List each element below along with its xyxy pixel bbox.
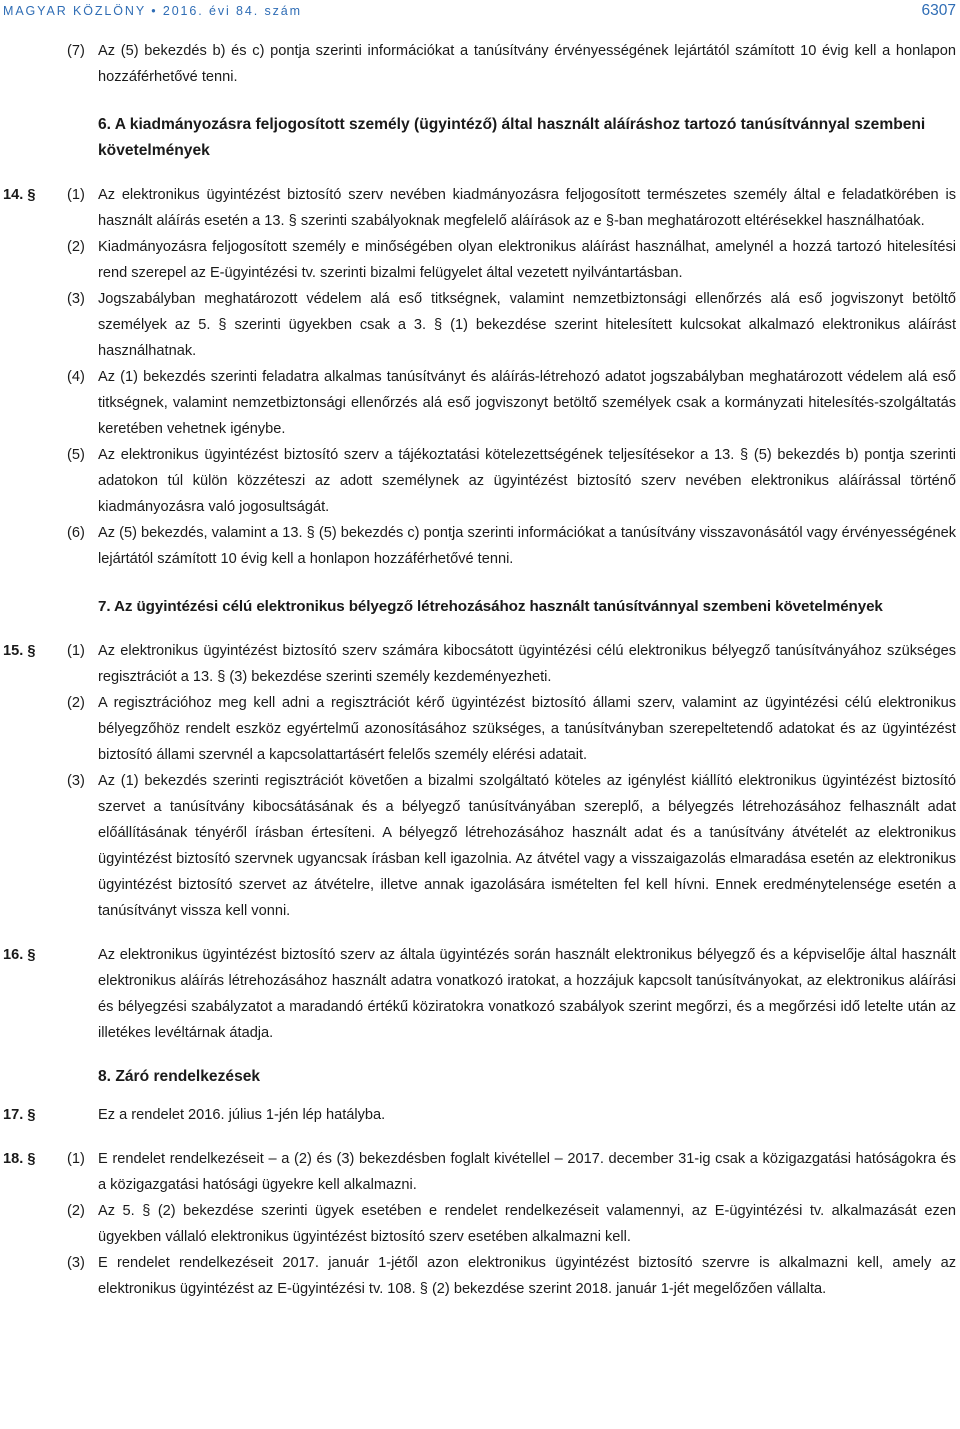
paragraph-text: E rendelet rendelkezéseit – a (2) és (3) bekezdésben foglalt kivétellel – 2017. december 31-ig csak a közigazgatási hatóságokra és a közigazgatási hatósági ügyekre kell alkalmazni.: [98, 1151, 956, 1193]
paragraph-number: (2): [67, 1203, 85, 1219]
paragraph-18-1: [0, 1146, 960, 1198]
paragraph-number: (1): [67, 1151, 85, 1167]
paragraph-text: Az (5) bekezdés, valamint a 13. § (5) bekezdés c) pontja szerinti információkat a tanúsítvány visszavonásától vagy érvényességének lejártától számított 10 évig kell a honlapon hozzáférhetővé tenni.: [98, 525, 956, 567]
paragraph-text: Az (5) bekezdés b) és c) pontja szerinti információkat a tanúsítvány érvényességének lejártától számított 10 évig kell a honlapon hozzáférhetővé tenni.: [98, 43, 956, 85]
paragraph-text: Az (1) bekezdés szerinti regisztrációt követően a bizalmi szolgáltató köteles az igénylést kiállító elektronikus ügyintézést biztosító szervet a tanúsítvány kibocsátásának és a bélyegző tanúsítványában szereplő, a bélyegzés létrehozásához felhasznált adat előállításának tényéről írásban értesíteni. A bélyegző létrehozásához használt adat és a tanúsítvány átvételét az elektronikus ügyintézést biztosító szervnek ugyancsak írásban kell igazolnia. Az átvétel vagy a visszaigazolás elmaradása esetén az elektronikus ügyintézést biztosító szervet az átvételre, illetve annak igazolására ismételten fel kell hívni. Ennek eredménytelensége esetén a tanúsítványt vissza kell vonni.: [98, 773, 956, 919]
section-number: 17. §: [3, 1107, 36, 1123]
paragraph-number: (1): [67, 643, 85, 659]
page-number: 6307: [921, 2, 956, 19]
section-number: 15. §: [3, 643, 36, 659]
paragraph-14-5: [0, 442, 960, 520]
paragraph-number: (7): [67, 43, 85, 59]
page-header: [0, 0, 960, 26]
paragraph-15-1: [0, 638, 960, 690]
section-text: Az elektronikus ügyintézést biztosító szerv az általa ügyintézés során használt elektronikus bélyegző és a képviselője által használt elektronikus aláírás létrehozásához használt adatra vonatkozó iratokat, a hozzájuk kapcsolt tanúsítványokat, az elektronikus aláírási és bélyegzési szabályzatot a maradandó értékű köziratokra vonatkozó szabályok szerint megőrzi, és a megőrzési idő letelte után az illetékes levéltárnak átadja.: [98, 947, 956, 1041]
section-18: [0, 1146, 960, 1302]
paragraph-text: Jogszabályban meghatározott védelem alá eső titkségnek, valamint nemzetbiztonsági ellenőrzés alá eső jogviszonyt betöltő személyek az 5. § szerinti ügyekben csak a 3. § (1) bekezdése szerint hitelesített kulcsokat alkalmazó elektronikus aláírást használhatnak.: [98, 291, 956, 359]
paragraph-14-4: [0, 364, 960, 442]
paragraph-number: (6): [67, 525, 85, 541]
chapter-heading-7: 7. Az ügyintézési célú elektronikus bélyegző létrehozásához használt tanúsítvánnyal szembeni követelmények: [98, 598, 883, 615]
paragraph-text: Az 5. § (2) bekezdése szerinti ügyek esetében e rendelet rendelkezéseit valamennyi, az E-ügyintézési tv. alkalmazását ezen ügyekben vállaló elektronikus ügyintézést biztosító szerv esetében alkalmazni kell.: [98, 1203, 956, 1245]
paragraph-18-2: [0, 1198, 960, 1250]
paragraph-number: (3): [67, 773, 85, 789]
paragraph-text: Az elektronikus ügyintézést biztosító szerv nevében kiadmányozásra feljogosított természetes személy által e feladatkörében is használt aláírás esetén a 13. § szerinti szabályoknak megfelelő aláírások az e §-ban meghatározott eltérésekkel használhatóak.: [98, 187, 956, 229]
section-15: [0, 638, 960, 924]
section-14: [0, 182, 960, 572]
paragraph-15-2: [0, 690, 960, 768]
paragraph-text: Az elektronikus ügyintézést biztosító szerv a tájékoztatási kötelezettségének teljesítésekor a 13. § (5) bekezdés b) pontja szerinti adatokon túl külön közzéteszi az adott személynek az ügyintézést biztosító szerv nevében elektronikus aláírással történő kiadmányozásra való jogosultságát.: [98, 447, 956, 515]
section-number: 14. §: [3, 187, 36, 203]
paragraph-number: (2): [67, 695, 85, 711]
paragraph-text: Kiadmányozásra feljogosított személy e minőségében olyan elektronikus aláírást használhat, amelynél a hozzá tartozó hitelesítési rend szerepel az E-ügyintézési tv. szerinti bizalmi felügyelet által vezetett nyilvántartásban.: [98, 239, 956, 281]
section-number: 16. §: [3, 947, 36, 963]
section-number: 18. §: [3, 1151, 36, 1167]
paragraph-text: Az elektronikus ügyintézést biztosító szerv számára kibocsátott ügyintézési célú elektronikus bélyegző tanúsítványához szükséges regisztrációt a 13. § (3) bekezdése szerinti személy kezdeményezheti.: [98, 643, 956, 685]
journal-title: MAGYAR KÖZLÖNY • 2016. évi 84. szám: [3, 4, 302, 18]
section-16: [0, 942, 960, 1046]
paragraph-15-3: [0, 768, 960, 924]
paragraph-14-2: [0, 234, 960, 286]
chapter-heading-6: 6. A kiadmányozásra feljogosított személy (ügyintéző) által használt aláíráshoz tartozó tanúsítvánnyal szembeni követelmények: [98, 116, 926, 159]
paragraph-18-3: [0, 1250, 960, 1302]
chapter-heading-8: 8. Záró rendelkezések: [98, 1068, 261, 1085]
section-17: [0, 1102, 960, 1128]
paragraph-text: Az (1) bekezdés szerinti feladatra alkalmas tanúsítványt és aláírás-létrehozó adatot jogszabályban meghatározott védelem alá eső titkségnek, valamint nemzetbiztonsági ellenőrzés alá eső jogviszonyt betöltő személyek csak a kormányzati hitelesítés-szolgáltatás keretében vehetnek igénybe.: [98, 369, 956, 437]
paragraph-number: (3): [67, 291, 85, 307]
paragraph-number: (1): [67, 187, 85, 203]
paragraph-text: E rendelet rendelkezéseit 2017. január 1-jétől azon elektronikus ügyintézést biztosító szervre is alkalmazni kell, amely az elektronikus ügyintézést az E-ügyintézési tv. 108. § (2) bekezdése szerint 2018. január 1-jét megelőzően vállalta.: [98, 1255, 956, 1297]
paragraph-number: (4): [67, 369, 85, 385]
paragraph-text: A regisztrációhoz meg kell adni a regisztrációt kérő ügyintézést biztosító állami szerv, valamint az ügyintézési célú elektronikus bélyegzőhöz rendelt eszköz egyértelmű azonosításához szükséges, a tanúsítványban szerepeltetendő adatokat és az ügyintézést biztosító állami szervnél a kapcsolattartásért felelős személy elérési adatait.: [98, 695, 956, 763]
paragraph-number: (2): [67, 239, 85, 255]
section-text: Ez a rendelet 2016. július 1-jén lép hatályba.: [98, 1107, 386, 1123]
document-body: [0, 38, 960, 1302]
paragraph-number: (3): [67, 1255, 85, 1271]
paragraph-14-1: [0, 182, 960, 234]
paragraph-13-7: [0, 38, 960, 90]
paragraph-number: (5): [67, 447, 85, 463]
paragraph-14-3: [0, 286, 960, 364]
paragraph-14-6: [0, 520, 960, 572]
